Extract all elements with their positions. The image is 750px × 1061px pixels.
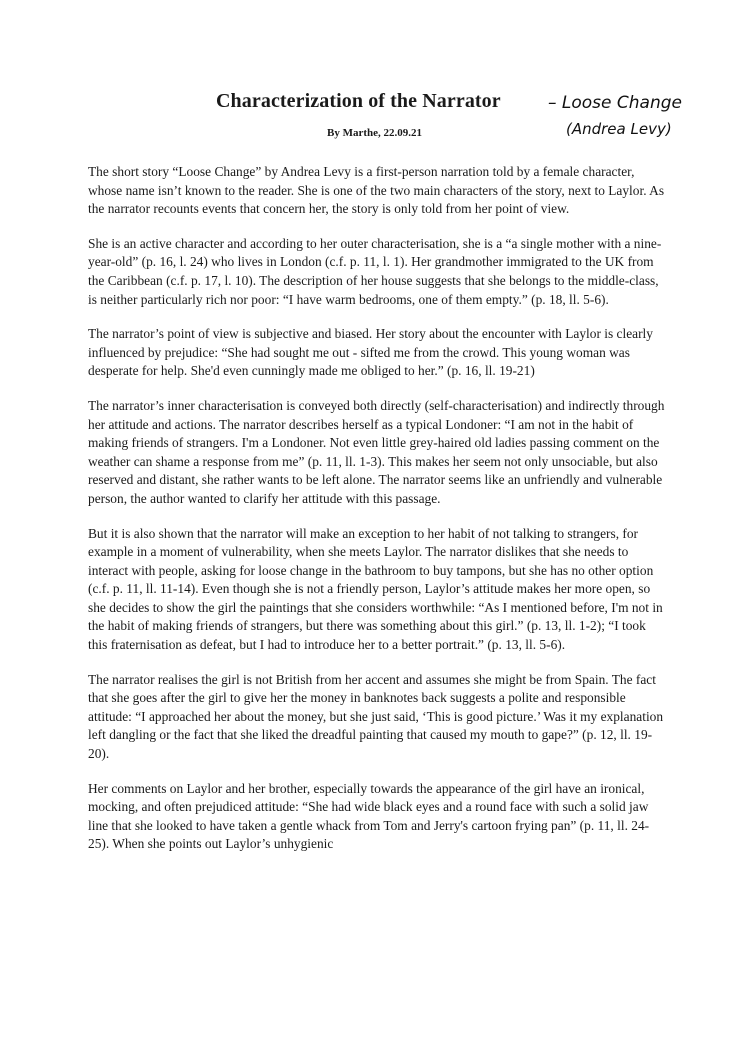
handwritten-note-line-1: – Loose Change <box>548 93 682 113</box>
handwritten-annotation-graphic <box>548 88 698 148</box>
handwritten-annotation <box>548 88 698 148</box>
paragraph-1: The short story “Loose Change” by Andrea Levy is a first-person narration told by a female character, whose name isn’t known to the reader. She is one of the two main characters of the story, next to Laylor. As the narrator recounts events that concern her, the story is only told from her point of view. <box>88 164 665 217</box>
author-date-line: By Marthe, 22.09.21 <box>327 127 423 139</box>
paragraph-5: But it is also shown that the narrator will make an exception to her habit of not talking to strangers, for example in a moment of vulnerability, when she meets Laylor. The narrator dislikes that she needs to interact with people, asking for loose change in the bathroom to buy tampons, but she has no other option (c.f. p. 11, ll. 11-14). Even though she is not a friendly person, Laylor’s attitude makes her more open, so she decides to show the girl the paintings that she considers worthwhile: “As I mentioned before, I'm not in the habit of making friends of strangers, but there was something about this girl.” (p. 13, ll. 1-2); “I took this fraternisation as defeat, but I had to introduce her to a better portrait.” (p. 13, ll. 5-6). <box>88 525 663 653</box>
handwritten-note-line-2: (Andrea Levy) <box>566 120 672 138</box>
paragraph-6: The narrator realises the girl is not British from her accent and assumes she might be from Spain. The fact that she goes after the girl to give her the money in banknotes back suggests a polite and responsible attitude: “I approached her about the money, but she just said, ‘This is good picture.’ Was it my explanation left dangling or the fact that she liked the dreadful painting that caused my mouth to gape?” (p. 12, ll. 19-20). <box>88 671 664 762</box>
paragraph-3: The narrator’s point of view is subjective and biased. Her story about the encounter with Laylor is clearly influenced by prejudice: “She had sought me out - sifted me from the crowd. This young woman was desperate for help. She'd even cunningly made me obliged to her.” (p. 16, ll. 19-21) <box>88 326 653 379</box>
paragraph-4: The narrator’s inner characterisation is conveyed both directly (self-characterisation) and indirectly through her attitude and actions. The narrator describes herself as a typical Londoner: “I am not in the habit of making friends of strangers. I'm a Londoner. Not even little grey-haired old ladies passing comment on the weather can shame a response from me” (p. 11, ll. 1-3). This makes her seem not only unsociable, but also reserved and distant, she rather wants to be left alone. The narrator seems like an unfriendly and vulnerable person, the author wanted to clarify her attitude with this passage. <box>88 397 665 506</box>
document-title: Characterization of the Narrator <box>216 90 501 112</box>
document-body <box>88 163 668 870</box>
paragraph-2: She is an active character and according to her outer characterisation, she is a “a single mother with a nine-year-old” (p. 16, l. 24) who lives in London (c.f. p. 11, l. 1). Her grandmother immigrated to the UK from the Caribbean (c.f. p. 17, l. 10). The description of her house suggests that she belongs to the middle-class, is neither particularly rich nor poor: “I have warm bedrooms, one of them empty.” (p. 18, ll. 5-6). <box>88 235 662 307</box>
paragraph-7: Her comments on Laylor and her brother, especially towards the appearance of the girl have an ironical, mocking, and often prejudiced attitude: “She had wide black eyes and a round face with such a solid jaw line that she looked to have taken a gentle whack from Tom and Jerry's cartoon frying pan” (p. 11, ll. 24-25). When she points out Laylor’s unhygienic <box>88 780 650 852</box>
